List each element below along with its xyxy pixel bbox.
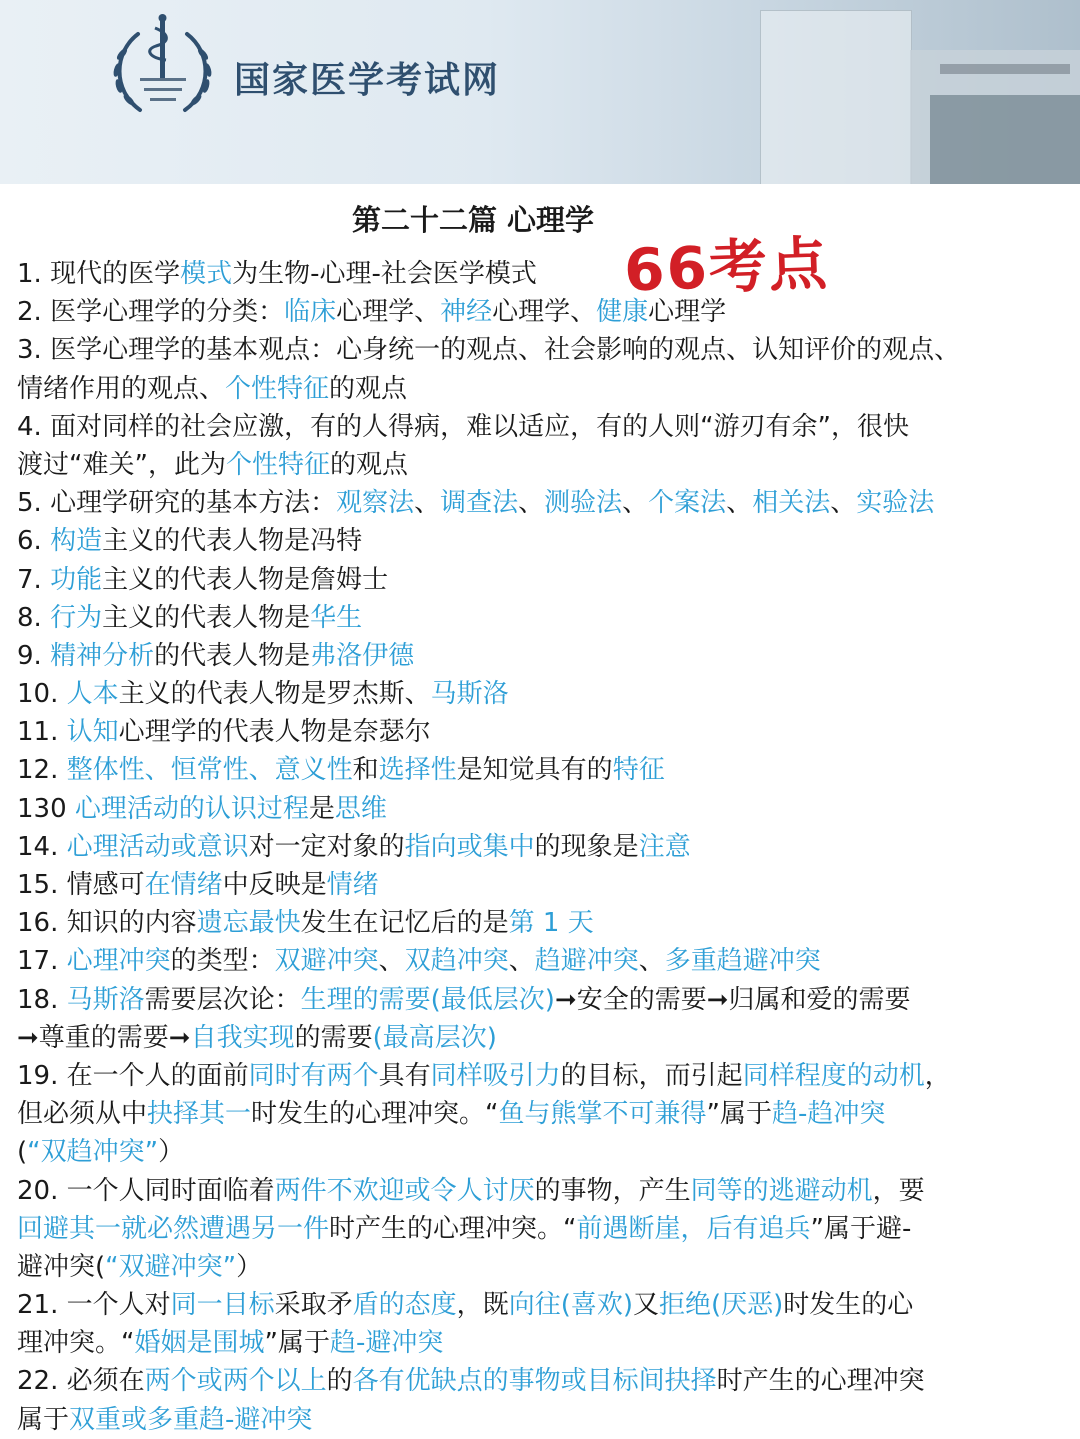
text-line	[17, 255, 1057, 293]
body-text: 7.	[17, 564, 51, 595]
highlight-text: 鱼与熊掌不可兼得	[498, 1099, 707, 1130]
page-title: 第二十二篇 心理学	[351, 203, 595, 237]
body-text: 9.	[17, 640, 51, 671]
highlight-text: 模式	[180, 259, 233, 289]
body-text: 的目标，而引起	[560, 1060, 743, 1091]
body-text: 主义的代表人物是冯特	[102, 526, 363, 557]
text-line	[17, 1172, 1057, 1210]
text-line	[17, 446, 1057, 484]
highlight-text: 婚姻是围城	[134, 1328, 265, 1359]
body-text: 需要层次论：	[144, 984, 301, 1015]
body-text: 的观点	[329, 449, 408, 480]
text-line	[17, 790, 1057, 828]
highlight-text: 测验法	[544, 488, 623, 519]
highlight-text: 同等的逃避动机	[690, 1175, 873, 1206]
body-text: 19. 在一个人的面前	[17, 1060, 249, 1091]
text-line	[17, 1248, 1057, 1286]
highlight-text: 趋避冲突	[534, 946, 639, 977]
highlight-text: 调查法	[440, 488, 519, 519]
body-text: 、	[830, 488, 857, 519]
body-text: 主义的代表人物是詹姆士	[102, 564, 389, 595]
site-name: 国家医学考试网	[234, 59, 501, 101]
text-line	[17, 675, 1057, 713]
highlight-text: 情绪	[326, 870, 379, 900]
body-text: 11.	[17, 717, 67, 748]
text-line	[17, 1362, 1057, 1400]
highlight-text: 双趋冲突	[404, 946, 509, 977]
highlight-text: 两个或两个以上	[144, 1366, 327, 1397]
text-line	[17, 599, 1057, 637]
highlight-text: 同样吸引力	[430, 1060, 561, 1091]
body-text: 、	[378, 946, 405, 977]
body-text: 12.	[17, 755, 67, 786]
body-text: 又	[632, 1290, 659, 1321]
body-text: 15. 情感可	[17, 870, 145, 900]
body-text: 的	[326, 1366, 353, 1397]
text-line	[17, 828, 1057, 866]
highlight-text: 选择性	[378, 755, 457, 786]
highlight-text: 观察法	[336, 488, 415, 519]
text-line	[17, 751, 1057, 789]
body-text: ，既	[456, 1290, 509, 1321]
highlight-text: 向往(喜欢)	[508, 1290, 633, 1321]
body-text: 的类型：	[170, 946, 275, 977]
body-text: 时发生的心	[783, 1290, 914, 1321]
body-text: 20. 一个人同时面临着	[17, 1175, 275, 1206]
body-text: 渡过“难关”，此为	[17, 449, 226, 480]
body-text: 14.	[17, 831, 67, 862]
highlight-text: 神经	[440, 297, 493, 328]
body-text: 、	[622, 488, 649, 519]
highlight-text: 思维	[334, 793, 387, 824]
highlight-text: 心理冲突	[66, 946, 171, 977]
highlight-text: 指向或集中	[404, 831, 535, 862]
highlight-text: 行为	[50, 602, 103, 633]
highlight-text: 多重趋避冲突	[664, 946, 821, 977]
body-text: ）	[158, 1137, 185, 1168]
body-text: 22. 必须在	[17, 1366, 145, 1397]
highlight-text: 第 1 天	[508, 908, 594, 939]
highlight-text: 心理活动或意识	[66, 831, 249, 862]
highlight-text: 各有优缺点的事物或目标间抉择	[352, 1366, 717, 1397]
body-text: 避冲突(	[17, 1251, 106, 1282]
body-text: 心理学的代表人物是奈瑟尔	[118, 717, 431, 748]
highlight-text: 相关法	[752, 488, 831, 519]
body-text: ”属于避-	[810, 1213, 912, 1244]
building-photo-left	[760, 10, 912, 184]
highlight-text: 临床	[284, 297, 337, 328]
highlight-text: 在情绪	[144, 870, 223, 900]
highlight-text: 前遇断崖，后有追兵	[576, 1213, 811, 1244]
body-text: 10.	[17, 679, 67, 710]
body-text: 130	[17, 793, 75, 824]
highlight-text: 个性特征	[225, 373, 330, 404]
text-line	[17, 408, 1057, 446]
text-line	[17, 942, 1057, 980]
knowledge-point-list	[17, 255, 1057, 1439]
body-text: 3. 医学心理学的基本观点：心身统一的观点、社会影响的观点、认知评价的观点、	[17, 335, 961, 366]
text-line	[17, 1057, 1057, 1095]
body-text: 时发生的心理冲突。“	[251, 1099, 499, 1130]
stamp-text: 66考点	[623, 229, 831, 305]
body-text: ，要	[872, 1175, 925, 1206]
highlight-text: 抉择其一	[147, 1099, 252, 1130]
body-text: 采取矛	[274, 1290, 353, 1321]
body-text: ）	[236, 1251, 263, 1282]
body-text: 、	[508, 946, 535, 977]
highlight-text: 人本	[66, 679, 119, 710]
highlight-text: 马斯洛	[430, 679, 509, 710]
body-text: 的需要	[294, 1022, 373, 1053]
highlight-text: 特征	[612, 755, 665, 786]
text-line	[17, 522, 1057, 560]
building-photo-base	[930, 95, 1080, 184]
highlight-text: 华生	[310, 602, 363, 633]
highlight-text: 双避冲突	[274, 946, 379, 977]
body-text: 4. 面对同样的社会应激，有的人得病，难以适应，有的人则“游刃有余”，很快	[17, 411, 910, 442]
highlight-text: 自我实现	[190, 1022, 295, 1053]
highlight-text: 马斯洛	[66, 984, 145, 1015]
text-line	[17, 331, 1057, 369]
body-text: 1. 现代的医学	[17, 259, 181, 289]
body-text: 发生在记忆后的是	[300, 908, 509, 939]
body-text: 、	[518, 488, 545, 519]
body-text: 具有	[378, 1060, 431, 1091]
body-text: ”属于	[706, 1099, 773, 1130]
body-text: 、	[726, 488, 753, 519]
body-text: 是知觉具有的	[456, 755, 613, 786]
text-line	[17, 293, 1057, 331]
highlight-text: 注意	[638, 831, 691, 862]
body-text: 但必须从中	[17, 1099, 148, 1130]
body-text: 理冲突。“	[17, 1328, 135, 1359]
body-text: 心理学	[648, 297, 727, 328]
body-text: ➞尊重的需要➞	[17, 1022, 191, 1053]
highlight-text: 个性特征	[225, 449, 330, 480]
highlight-text: 整体性、恒常性、意义性	[66, 755, 353, 786]
body-text: 对一定对象的	[248, 831, 405, 862]
highlight-text: 精神分析	[50, 640, 155, 671]
highlight-text: 遗忘最快	[196, 908, 301, 939]
highlight-text: 实验法	[856, 488, 935, 519]
highlight-text: 个案法	[648, 488, 727, 519]
caduceus-laurel-emblem-icon	[100, 12, 225, 124]
text-line	[17, 484, 1057, 522]
highlight-text: “双避冲突”	[105, 1251, 237, 1282]
body-text: 主义的代表人物是罗杰斯、	[118, 679, 431, 710]
highlight-text: 回避其一就必然遭遇另一件	[17, 1213, 330, 1244]
highlight-text: 同时有两个	[248, 1060, 379, 1091]
highlight-text: “双趋冲突”	[27, 1137, 159, 1168]
highlight-text: (最高层次)	[372, 1022, 497, 1053]
body-text: ，	[924, 1060, 951, 1091]
body-text: 为生物-心理-社会医学模式	[232, 259, 537, 289]
text-line	[17, 981, 1057, 1019]
body-text: 21. 一个人对	[17, 1290, 171, 1321]
body-text: 属于	[17, 1404, 70, 1435]
body-text: 中反映是	[222, 870, 327, 900]
highlight-text: 认知	[66, 717, 119, 748]
text-line	[17, 1401, 1057, 1439]
highlight-text: 两件不欢迎或令人讨厌	[274, 1175, 535, 1206]
text-line	[17, 866, 1057, 904]
text-line	[17, 561, 1057, 599]
body-text: 的事物，产生	[534, 1175, 691, 1206]
highlight-text: 同一目标	[170, 1290, 275, 1321]
highlight-text: 心理活动的认识过程	[74, 793, 309, 824]
highlight-text: 盾的态度	[352, 1290, 457, 1321]
text-line	[17, 1019, 1057, 1057]
body-text: 2. 医学心理学的分类：	[17, 297, 285, 328]
text-line	[17, 637, 1057, 675]
highlight-text: 弗洛伊德	[310, 640, 415, 671]
body-text: 心理学、	[336, 297, 441, 328]
text-line	[17, 904, 1057, 942]
body-text: 6.	[17, 526, 51, 557]
highlight-text: 趋-趋冲突	[772, 1099, 886, 1130]
text-line	[17, 1324, 1057, 1362]
body-text: 时产生的心理冲突	[716, 1366, 925, 1397]
text-line	[17, 1286, 1057, 1324]
text-line	[17, 1095, 1057, 1133]
body-text: 的代表人物是	[154, 640, 311, 671]
body-text: 时产生的心理冲突。“	[329, 1213, 577, 1244]
body-text: 情绪作用的观点、	[17, 373, 226, 404]
header-banner	[0, 0, 1080, 184]
building-sign	[940, 64, 1070, 74]
highlight-text: 趋-避冲突	[329, 1328, 444, 1359]
text-line	[17, 713, 1057, 751]
highlight-text: 功能	[50, 564, 103, 595]
body-text: 是	[308, 793, 335, 824]
highlight-text: 同样程度的动机	[742, 1060, 925, 1091]
body-text: 的现象是	[534, 831, 639, 862]
highlight-text: 拒绝(厌恶)	[659, 1290, 784, 1321]
text-line	[17, 370, 1057, 408]
highlight-text: 构造	[50, 526, 103, 557]
body-text: 16. 知识的内容	[17, 908, 197, 939]
highlight-text: 健康	[596, 297, 649, 328]
highlight-text: 双重或多重趋-避冲突	[69, 1404, 313, 1435]
body-text: 5. 心理学研究的基本方法：	[17, 488, 337, 519]
body-text: 8.	[17, 602, 51, 633]
body-text: 心理学、	[492, 297, 597, 328]
body-text: ➞安全的需要➞归属和爱的需要	[554, 984, 911, 1015]
highlight-text: 生理的需要(最低层次)	[300, 984, 555, 1015]
text-line	[17, 1133, 1057, 1171]
body-text: 、	[414, 488, 441, 519]
text-line	[17, 1210, 1057, 1248]
body-text: 的观点	[329, 373, 408, 404]
body-text: 和	[352, 755, 379, 786]
body-text: 18.	[17, 984, 67, 1015]
body-text: 17.	[17, 946, 67, 977]
body-text: 主义的代表人物是	[102, 602, 311, 633]
body-text: 、	[638, 946, 665, 977]
body-text: (	[17, 1137, 28, 1168]
body-text: ”属于	[264, 1328, 330, 1359]
